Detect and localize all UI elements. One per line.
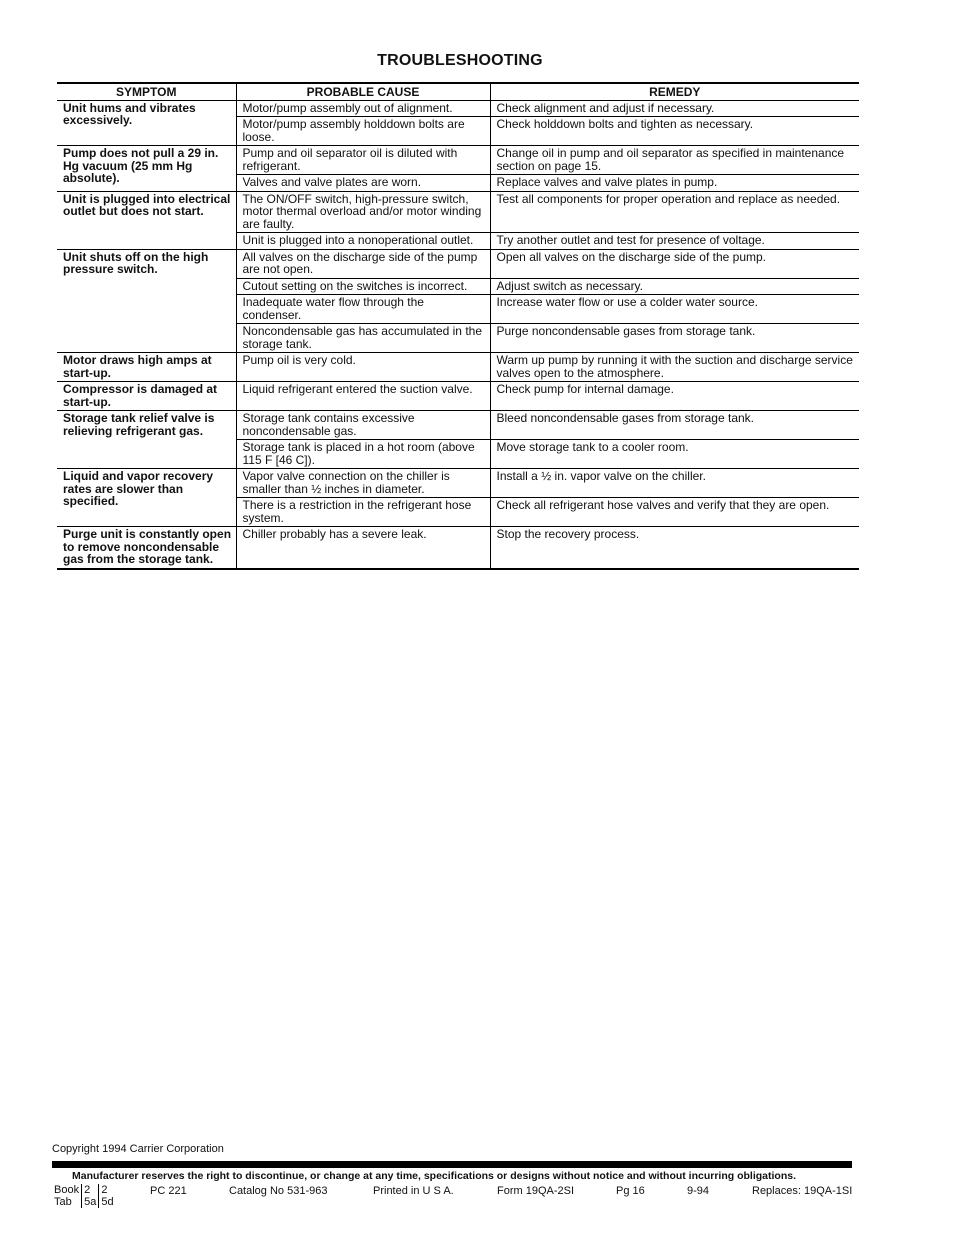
remedy-cell: Check alignment and adjust if necessary. [490,100,859,117]
symptom-cell: Storage tank relief valve is relieving refrigerant gas. [57,411,236,469]
catalog-number: Catalog No 531-963 [229,1185,328,1197]
table-body [57,100,859,569]
table-row [57,249,859,278]
table-row [57,353,859,382]
printed-in: Printed in U S A. [373,1185,454,1197]
pc-number: PC 221 [150,1185,187,1197]
remedy-cell: Check holddown bolts and tighten as necessary. [490,117,859,146]
book-value-2: 2 [99,1184,116,1196]
remedy-cell: Try another outlet and test for presence of voltage. [490,233,859,250]
page-title: TROUBLESHOOTING [377,52,543,69]
remedy-cell: Purge noncondensable gases from storage tank. [490,324,859,353]
replaces: Replaces: 19QA-1SI [752,1185,853,1197]
remedy-cell: Change oil in pump and oil separator as specified in maintenance section on page 15. [490,146,859,175]
cause-cell: Chiller probably has a severe leak. [236,527,490,569]
book-label: Book [54,1184,80,1196]
remedy-cell: Check pump for internal damage. [490,382,859,411]
symptom-cell: Pump does not pull a 29 in. Hg vacuum (25 mm Hg absolute). [57,146,236,192]
cause-cell: Cutout setting on the switches is incorrect. [236,278,490,295]
remedy-cell: Open all valves on the discharge side of the pump. [490,249,859,278]
header-probable-cause: PROBABLE CAUSE [236,83,490,100]
remedy-cell: Adjust switch as necessary. [490,278,859,295]
symptom-cell: Unit hums and vibrates excessively. [57,100,236,146]
symptom-cell: Compressor is damaged at start-up. [57,382,236,411]
cause-cell: All valves on the discharge side of the pump are not open. [236,249,490,278]
header-remedy: REMEDY [490,83,859,100]
table-row [57,191,859,233]
symptom-cell: Purge unit is constantly open to remove noncondensable gas from the storage tank. [57,527,236,569]
date: 9-94 [687,1185,710,1197]
remedy-cell: Warm up pump by running it with the suction and discharge service valves open to the atmosphere. [490,353,859,382]
tab-value-1: 5a [82,1196,99,1208]
book-tab-block [52,1184,116,1208]
table-row [57,382,859,411]
symptom-cell: Unit shuts off on the high pressure switch. [57,249,236,353]
remedy-cell: Move storage tank to a cooler room. [490,440,859,469]
table-row [57,469,859,498]
cause-cell: The ON/OFF switch, high-pressure switch, motor thermal overload and/or motor winding are faulty. [236,191,490,233]
table-row [57,100,859,117]
remedy-cell: Replace valves and valve plates in pump. [490,175,859,192]
form-number: Form 19QA-2SI [497,1185,575,1197]
cause-cell: Storage tank contains excessive noncondensable gas. [236,411,490,440]
cause-cell: Vapor valve connection on the chiller is smaller than ½ inches in diameter. [236,469,490,498]
symptom-cell: Unit is plugged into electrical outlet but does not start. [57,191,236,249]
cause-cell: Noncondensable gas has accumulated in the storage tank. [236,324,490,353]
cause-cell: Valves and valve plates are worn. [236,175,490,192]
book-value-1: 2 [82,1184,99,1196]
cause-cell: Unit is plugged into a nonoperational outlet. [236,233,490,250]
header-symptom: SYMPTOM [57,83,236,100]
table-row [57,146,859,175]
page-number: Pg 16 [616,1185,645,1197]
cause-cell: There is a restriction in the refrigerant hose system. [236,498,490,527]
cause-cell: Storage tank is placed in a hot room (above 115 F [46 C]). [236,440,490,469]
cause-cell: Pump and oil separator oil is diluted with refrigerant. [236,146,490,175]
tab-label: Tab [54,1196,72,1208]
troubleshooting-table [57,82,859,570]
remedy-cell: Increase water flow or use a colder water source. [490,295,859,324]
symptom-cell: Motor draws high amps at start-up. [57,353,236,382]
remedy-cell: Check all refrigerant hose valves and verify that they are open. [490,498,859,527]
tab-value-2: 5d [99,1196,116,1208]
remedy-cell: Install a ½ in. vapor valve on the chiller. [490,469,859,498]
cause-cell: Motor/pump assembly holddown bolts are loose. [236,117,490,146]
disclaimer: Manufacturer reserves the right to discontinue, or change at any time, specifications or designs without notice and without incurring obligations. [72,1170,797,1182]
cause-cell: Motor/pump assembly out of alignment. [236,100,490,117]
remedy-cell: Test all components for proper operation and replace as needed. [490,191,859,233]
cause-cell: Pump oil is very cold. [236,353,490,382]
remedy-cell: Stop the recovery process. [490,527,859,569]
table-row [57,411,859,440]
remedy-cell: Bleed noncondensable gases from storage tank. [490,411,859,440]
symptom-cell: Liquid and vapor recovery rates are slower than specified. [57,469,236,527]
footer-rule [52,1161,852,1168]
cause-cell: Liquid refrigerant entered the suction valve. [236,382,490,411]
footer [52,1184,854,1214]
table-row [57,527,859,569]
cause-cell: Inadequate water flow through the condenser. [236,295,490,324]
copyright: Copyright 1994 Carrier Corporation [52,1143,224,1155]
table-header-row [57,83,859,100]
